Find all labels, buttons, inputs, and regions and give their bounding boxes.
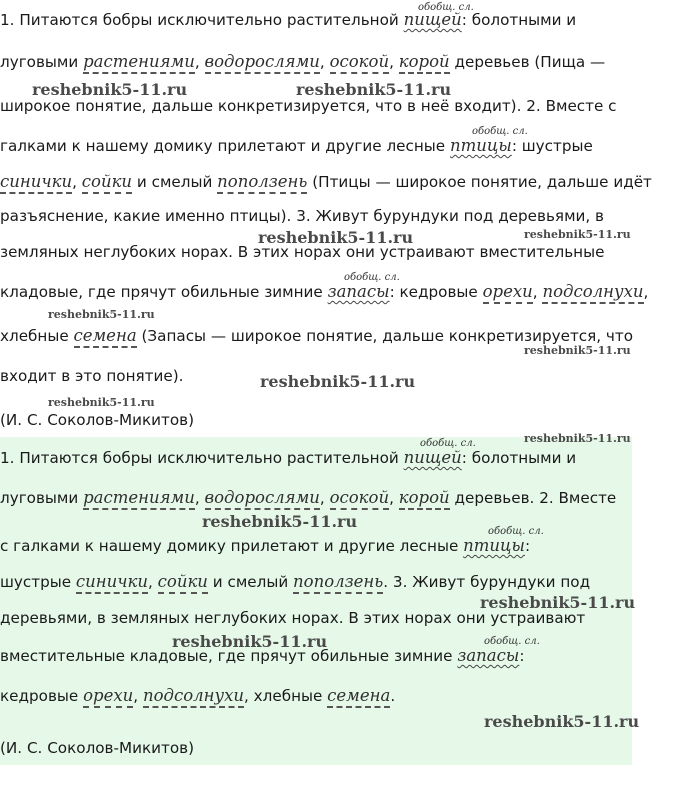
word-sinichki: синички bbox=[76, 572, 148, 594]
text1-line4: галками к нашему домику прилетают и другие лесные птицы: шустрые bbox=[0, 136, 593, 155]
word-orehi: орехи bbox=[483, 282, 533, 304]
word-podsolnuhi: подсолнухи bbox=[143, 686, 244, 708]
text1-line6: разъяснение, какие именно птицы). 3. Живут бурундуки под деревьями, в bbox=[0, 207, 604, 225]
text1-line10: входит в это понятие). bbox=[0, 367, 184, 385]
word-osokoy: осокой bbox=[330, 488, 390, 510]
word-rasteniyami: растениями bbox=[83, 488, 195, 510]
text1-author: (И. С. Соколов-Микитов) bbox=[0, 411, 195, 429]
word-rasteniyami: растениями bbox=[83, 52, 195, 74]
word-vodoroslyami: водорослями bbox=[205, 488, 320, 510]
generalizing-word-note: обобщ. сл. bbox=[472, 126, 528, 137]
generalizing-word-note: обобщ. сл. bbox=[420, 438, 476, 449]
word-ptitsy: птицы bbox=[463, 536, 525, 555]
word-semena: семена bbox=[74, 326, 137, 348]
word-vodoroslyami: водорослями bbox=[205, 52, 320, 74]
word-soyki: сойки bbox=[158, 572, 208, 594]
word-pishchey: пищей bbox=[403, 10, 462, 29]
text1-line5: синички, сойки и смелый поползень (Птицы — широкое понятие, дальше идёт bbox=[0, 172, 652, 192]
word-popolzen: поползень bbox=[293, 572, 383, 594]
generalizing-word-note: обобщ. сл. bbox=[344, 272, 400, 283]
word-ptitsy: птицы bbox=[449, 136, 512, 155]
generalizing-word-note: обобщ. сл. bbox=[484, 636, 540, 647]
word-popolzen: поползень bbox=[217, 172, 307, 194]
text2-line5: деревьями, в земляных неглубоких норах. В этих норах они устраивают bbox=[0, 609, 586, 627]
watermark: reshebnik5-11.ru bbox=[260, 372, 416, 391]
watermark: reshebnik5-11.ru bbox=[172, 632, 328, 651]
text1-line1: 1. Питаются бобры исключительно растительной пищей: болотными и bbox=[0, 10, 577, 29]
text2-line4: шустрые синички, сойки и смелый поползень. 3. Живут бурундуки под bbox=[0, 572, 590, 592]
text2-line1: 1. Питаются бобры исключительно растительной пищей: болотными и bbox=[0, 448, 577, 467]
watermark: reshebnik5-11.ru bbox=[296, 80, 452, 99]
text1-line2: луговыми растениями, водорослями, осокой, корой деревьев (Пища — bbox=[0, 52, 605, 72]
watermark: reshebnik5-11.ru bbox=[524, 228, 631, 241]
word-soyki: сойки bbox=[82, 172, 132, 194]
text2-line3: с галками к нашему домику прилетают и другие лесные птицы: bbox=[0, 536, 531, 555]
watermark: reshebnik5-11.ru bbox=[48, 308, 155, 321]
word-koroy: корой bbox=[399, 52, 450, 74]
word-pishchey: пищей bbox=[403, 448, 462, 467]
text2-author: (И. С. Соколов-Микитов) bbox=[0, 739, 195, 757]
text1-line3: широкое понятие, дальше конкретизируется, что в неё входит). 2. Вместе с bbox=[0, 97, 617, 115]
generalizing-word-note: обобщ. сл. bbox=[488, 526, 544, 537]
watermark: reshebnik5-11.ru bbox=[480, 593, 636, 612]
watermark: reshebnik5-11.ru bbox=[32, 80, 188, 99]
watermark: reshebnik5-11.ru bbox=[524, 344, 631, 357]
watermark: reshebnik5-11.ru bbox=[258, 228, 414, 247]
text1-line8: кладовые, где прячут обильные зимние запасы: кедровые орехи, подсолнухи, bbox=[0, 282, 648, 302]
text2-line6: вместительные кладовые, где прячут обильные зимние запасы: bbox=[0, 646, 525, 665]
text2-line7: кедровые орехи, подсолнухи, хлебные семена. bbox=[0, 686, 395, 706]
word-osokoy: осокой bbox=[330, 52, 390, 74]
generalizing-word-note: обобщ. сл. bbox=[418, 2, 474, 13]
watermark: reshebnik5-11.ru bbox=[484, 712, 640, 731]
word-koroy: корой bbox=[399, 488, 450, 510]
text1-line7: земляных неглубоких норах. В этих норах они устраивают вместительные bbox=[0, 243, 605, 261]
word-zapasy: запасы bbox=[327, 282, 390, 301]
word-podsolnuhi: подсолнухи bbox=[542, 282, 643, 304]
watermark: reshebnik5-11.ru bbox=[48, 396, 155, 409]
word-semena: семена bbox=[327, 686, 390, 708]
text1-line9: хлебные семена (Запасы — широкое понятие, дальше конкретизируется, что bbox=[0, 326, 633, 346]
word-sinichki: синички bbox=[0, 172, 72, 194]
watermark: reshebnik5-11.ru bbox=[202, 512, 358, 531]
word-zapasy: запасы bbox=[457, 646, 520, 665]
text2-line2: луговыми растениями, водорослями, осокой, корой деревьев. 2. Вместе bbox=[0, 488, 616, 508]
word-orehi: орехи bbox=[83, 686, 133, 708]
watermark: reshebnik5-11.ru bbox=[524, 432, 631, 445]
